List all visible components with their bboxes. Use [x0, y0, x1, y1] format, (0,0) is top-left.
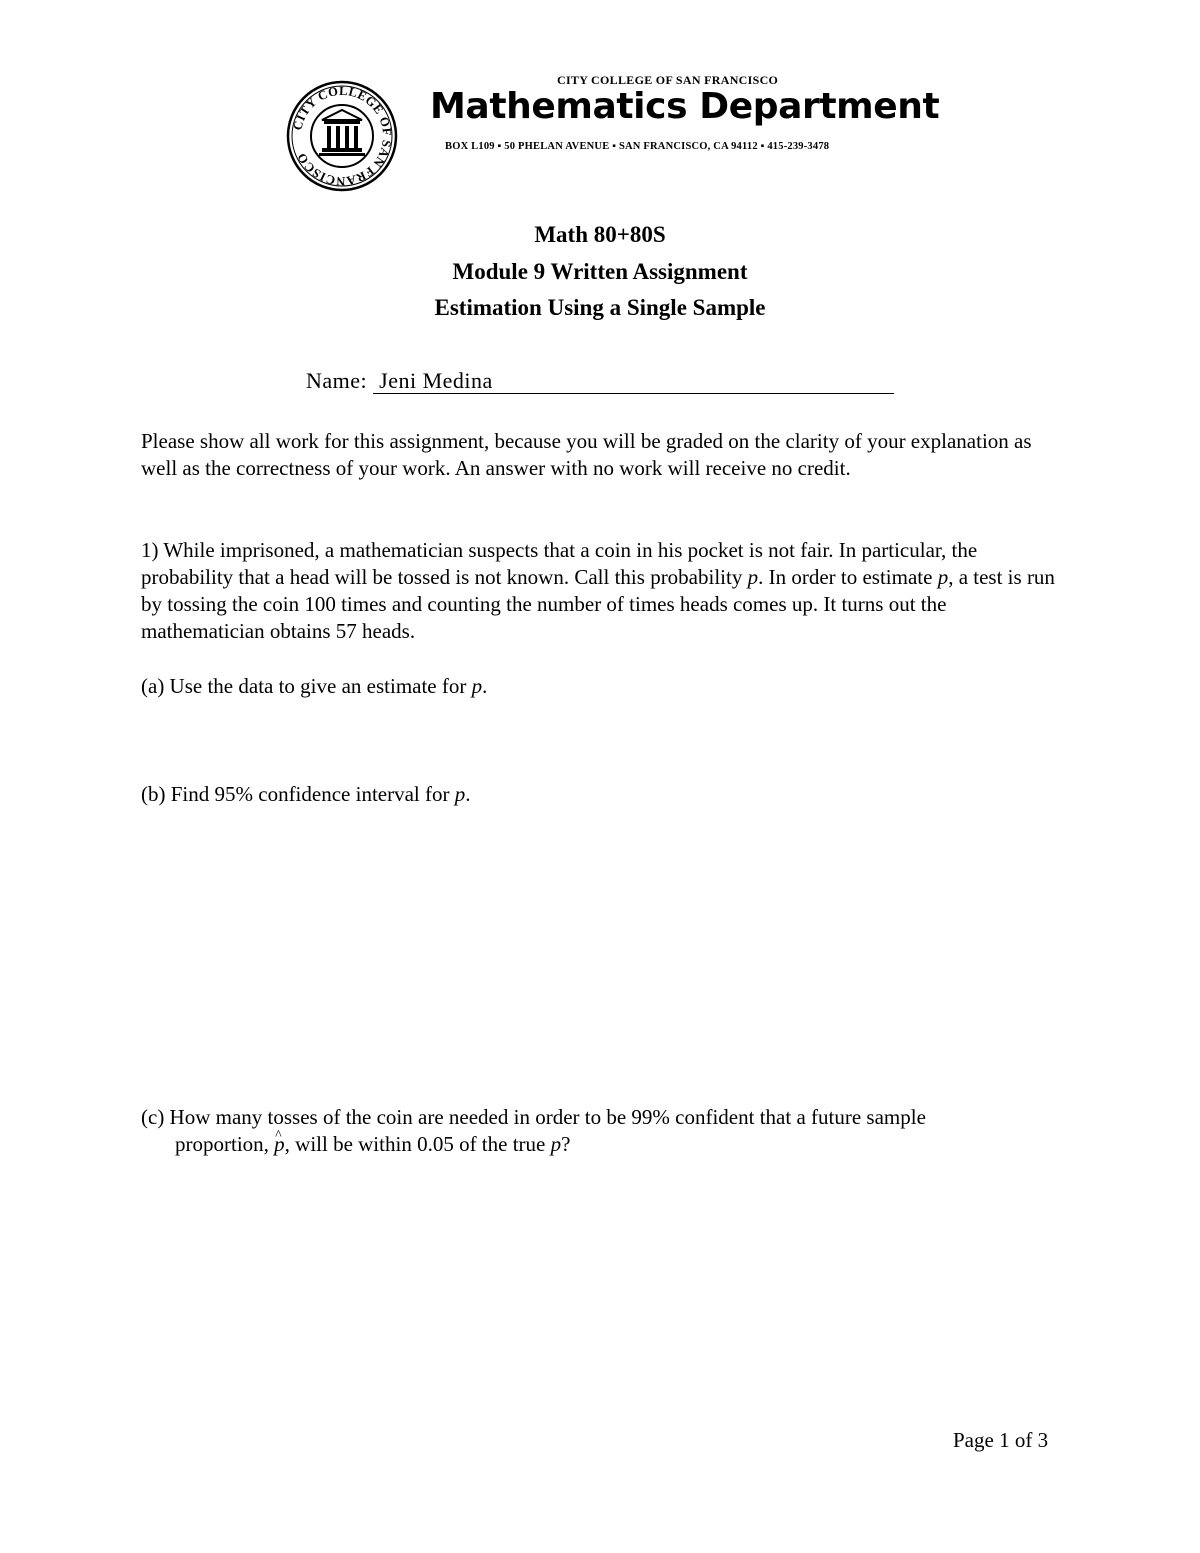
instructions-paragraph: Please show all work for this assignment, because you will be graded on the clarity of your explanation as well as the correctness of your work. An answer with no work will receive no credit.: [141, 429, 1032, 480]
department-name: Mathematics Department: [430, 86, 940, 127]
q1b-text: (b) Find 95% confidence interval for: [141, 782, 455, 806]
q1-text-part3: , a test is run by tossing the coin 100 times and counting the number of times heads comes up. It turns out the mathematician obtains 57 heads.: [141, 565, 1055, 643]
question-1a: [141, 673, 1061, 700]
q1c-end: ?: [561, 1132, 571, 1156]
variable-p: p: [550, 1132, 562, 1156]
name-field[interactable]: Jeni Medina: [373, 369, 894, 394]
college-seal-logo: [286, 80, 398, 192]
q1-text-part2: . In order to estimate: [758, 565, 938, 589]
q1b-end: .: [465, 782, 471, 806]
q1-text-part1: 1) While imprisoned, a mathematician suspects that a coin in his pocket is not fair. In particular, the probability that a head will be tossed is not known. Call this probability: [141, 538, 978, 589]
variable-p: p: [747, 565, 759, 589]
college-name: CITY COLLEGE OF SAN FRANCISCO: [557, 73, 779, 87]
name-label: Name:: [306, 368, 368, 393]
page-number: Page 1 of 3: [953, 1428, 1049, 1452]
question-1b: [141, 781, 1061, 808]
name-row: [306, 368, 894, 394]
question-1-stem: [141, 537, 1061, 645]
variable-p: p: [471, 674, 483, 698]
variable-p-hat: ^ p: [274, 1131, 285, 1158]
department-address: BOX L109 ▪ 50 PHELAN AVENUE ▪ SAN FRANCISCO, CA 94112 ▪ 415-239-3478: [445, 141, 830, 152]
q1a-end: .: [482, 674, 488, 698]
topic-title: Estimation Using a Single Sample: [434, 295, 766, 320]
q1c-text-line3: , will be within 0.05 of the true: [284, 1132, 551, 1156]
question-1c: [141, 1104, 1061, 1158]
variable-p: p: [454, 782, 466, 806]
q1c-text-line1: (c) How many tosses of the coin are needed in order to be 99% confident that a future sample: [141, 1105, 926, 1129]
assignment-title: Module 9 Written Assignment: [452, 259, 748, 284]
q1c-text-line2: proportion,: [175, 1132, 275, 1156]
svg-text:CITY COLLEGE OF SAN FRANCISCO: CITY COLLEGE OF SAN FRANCISCO: [290, 83, 395, 189]
q1a-text: (a) Use the data to give an estimate for: [141, 674, 472, 698]
q1c-line2: [141, 1131, 1061, 1158]
variable-p: p: [937, 565, 949, 589]
course-title: Math 80+80S: [534, 222, 666, 247]
